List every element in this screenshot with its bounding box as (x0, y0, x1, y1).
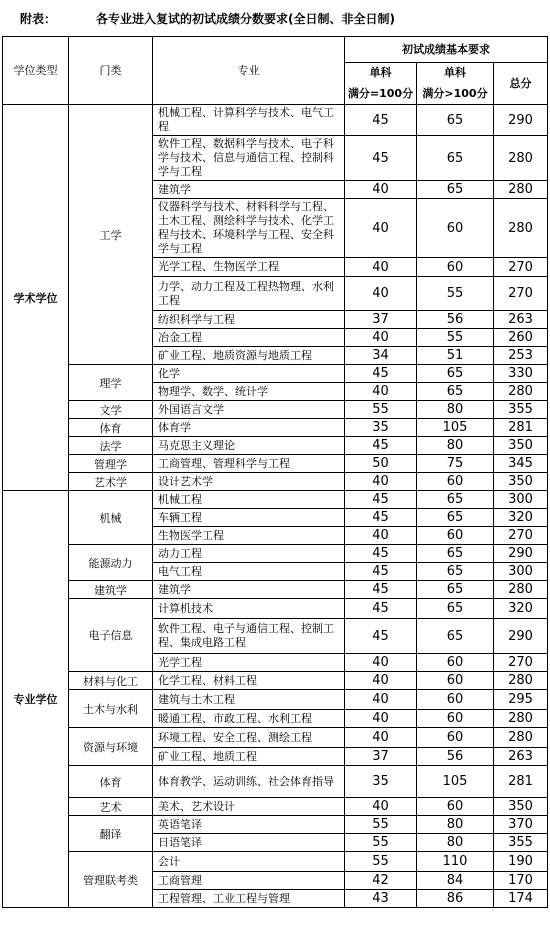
single-2-score: 65 (417, 599, 494, 619)
major-cell: 英语笔译 (153, 816, 345, 834)
single-1-score: 37 (345, 311, 417, 329)
total-score: 280 (494, 181, 548, 199)
single-1-score: 45 (345, 619, 417, 654)
table-row (3, 491, 548, 509)
total-score: 290 (494, 619, 548, 654)
table-row (3, 365, 548, 383)
single-1-score: 40 (345, 798, 417, 816)
single-1-score: 40 (345, 672, 417, 690)
single-2-score: 60 (417, 672, 494, 690)
total-score: 355 (494, 401, 548, 419)
single-1-score: 37 (345, 748, 417, 766)
header-single-2: 单科 (417, 63, 494, 83)
table-row (3, 816, 548, 834)
single-2-score: 60 (417, 473, 494, 491)
major-cell: 设计艺术学 (153, 473, 345, 491)
major-cell: 光学工程 (153, 654, 345, 672)
category-cell: 机械 (69, 491, 153, 545)
category-cell: 管理学 (69, 455, 153, 473)
total-score: 280 (494, 581, 548, 599)
degree-type-cell: 学术学位 (3, 105, 69, 491)
single-1-score: 35 (345, 419, 417, 437)
single-2-score: 60 (417, 690, 494, 710)
single-2-score: 80 (417, 834, 494, 852)
title-bar (0, 0, 550, 34)
total-score: 355 (494, 834, 548, 852)
major-cell: 冶金工程 (153, 329, 345, 347)
total-score: 370 (494, 816, 548, 834)
single-2-score: 60 (417, 527, 494, 545)
major-cell: 软件工程、数据科学与技术、电子科学与技术、信息与通信工程、控制科学与工程 (153, 136, 345, 181)
major-cell: 机械工程、计算科学与技术、电气工程 (153, 105, 345, 136)
major-cell: 体育学 (153, 419, 345, 437)
single-2-score: 55 (417, 277, 494, 311)
single-1-score: 45 (345, 581, 417, 599)
major-cell: 光学工程、生物医学工程 (153, 258, 345, 277)
total-score: 280 (494, 728, 548, 748)
major-cell: 化学 (153, 365, 345, 383)
single-1-score: 45 (345, 509, 417, 527)
single-2-score: 65 (417, 181, 494, 199)
total-score: 270 (494, 258, 548, 277)
total-score: 270 (494, 654, 548, 672)
category-cell: 理学 (69, 365, 153, 401)
single-1-score: 45 (345, 563, 417, 581)
header-degree-type: 学位类型 (3, 37, 69, 105)
major-cell: 建筑与土木工程 (153, 690, 345, 710)
total-score: 280 (494, 710, 548, 728)
single-1-score: 43 (345, 890, 417, 908)
single-2-score: 86 (417, 890, 494, 908)
category-cell: 电子信息 (69, 599, 153, 672)
single-2-score: 84 (417, 872, 494, 890)
single-1-score: 45 (345, 545, 417, 563)
single-2-score: 65 (417, 509, 494, 527)
single-1-score: 40 (345, 181, 417, 199)
single-1-score: 40 (345, 527, 417, 545)
single-1-score: 45 (345, 105, 417, 136)
category-cell: 资源与环境 (69, 728, 153, 766)
table-row (3, 852, 548, 872)
single-2-score: 65 (417, 491, 494, 509)
page-title: 各专业进入复试的初试成绩分数要求(全日制、非全日制) (96, 12, 395, 26)
total-score: 320 (494, 509, 548, 527)
major-cell: 动力工程 (153, 545, 345, 563)
single-1-score: 45 (345, 491, 417, 509)
single-2-score: 80 (417, 401, 494, 419)
single-2-score: 65 (417, 136, 494, 181)
single-1-score: 35 (345, 766, 417, 798)
table-row (3, 105, 548, 136)
total-score: 253 (494, 347, 548, 365)
single-2-score: 75 (417, 455, 494, 473)
total-score: 300 (494, 563, 548, 581)
major-cell: 化学工程、材料工程 (153, 672, 345, 690)
table-row (3, 728, 548, 748)
single-2-score: 65 (417, 545, 494, 563)
single-1-score: 34 (345, 347, 417, 365)
title-prefix: 附表： (20, 12, 57, 26)
total-score: 263 (494, 748, 548, 766)
single-1-score: 40 (345, 654, 417, 672)
single-1-score: 45 (345, 437, 417, 455)
major-cell: 车辆工程 (153, 509, 345, 527)
major-cell: 建筑学 (153, 581, 345, 599)
single-2-score: 65 (417, 383, 494, 401)
header-single-1-note: 满分=100分 (345, 83, 417, 105)
single-1-score: 40 (345, 383, 417, 401)
single-1-score: 55 (345, 852, 417, 872)
single-1-score: 40 (345, 329, 417, 347)
single-1-score: 45 (345, 136, 417, 181)
major-cell: 工商管理 (153, 872, 345, 890)
total-score: 350 (494, 473, 548, 491)
single-2-score: 60 (417, 199, 494, 258)
major-cell: 工程管理、工业工程与管理 (153, 890, 345, 908)
category-cell: 建筑学 (69, 581, 153, 599)
single-2-score: 80 (417, 437, 494, 455)
total-score: 281 (494, 419, 548, 437)
category-cell: 材料与化工 (69, 672, 153, 690)
single-2-score: 60 (417, 710, 494, 728)
category-cell: 法学 (69, 437, 153, 455)
major-cell: 会计 (153, 852, 345, 872)
total-score: 270 (494, 527, 548, 545)
single-1-score: 40 (345, 473, 417, 491)
table-row (3, 473, 548, 491)
single-1-score: 55 (345, 401, 417, 419)
major-cell: 日语笔译 (153, 834, 345, 852)
category-cell: 艺术学 (69, 473, 153, 491)
major-cell: 环境工程、安全工程、测绘工程 (153, 728, 345, 748)
table-row (3, 437, 548, 455)
table-body (3, 105, 548, 908)
major-cell: 美术、艺术设计 (153, 798, 345, 816)
table-row (3, 672, 548, 690)
degree-type-cell: 专业学位 (3, 491, 69, 908)
single-2-score: 105 (417, 419, 494, 437)
table-row (3, 599, 548, 619)
table-row (3, 690, 548, 710)
header-category: 门类 (69, 37, 153, 105)
score-requirements-table (2, 36, 548, 908)
single-2-score: 65 (417, 105, 494, 136)
major-cell: 矿业工程、地质资源与地质工程 (153, 347, 345, 365)
single-2-score: 80 (417, 816, 494, 834)
category-cell: 管理联考类 (69, 852, 153, 908)
major-cell: 暖通工程、市政工程、水利工程 (153, 710, 345, 728)
category-cell: 土木与水利 (69, 690, 153, 728)
single-1-score: 45 (345, 365, 417, 383)
total-score: 295 (494, 690, 548, 710)
major-cell: 矿业工程、地质工程 (153, 748, 345, 766)
single-2-score: 60 (417, 728, 494, 748)
single-2-score: 60 (417, 654, 494, 672)
single-1-score: 40 (345, 258, 417, 277)
single-1-score: 40 (345, 728, 417, 748)
category-cell: 工学 (69, 105, 153, 365)
major-cell: 力学、动力工程及工程热物理、水利工程 (153, 277, 345, 311)
total-score: 270 (494, 277, 548, 311)
total-score: 174 (494, 890, 548, 908)
single-2-score: 110 (417, 852, 494, 872)
single-1-score: 55 (345, 834, 417, 852)
single-1-score: 55 (345, 816, 417, 834)
major-cell: 计算机技术 (153, 599, 345, 619)
single-2-score: 51 (417, 347, 494, 365)
total-score: 260 (494, 329, 548, 347)
table-row (3, 401, 548, 419)
single-1-score: 50 (345, 455, 417, 473)
category-cell: 体育 (69, 766, 153, 798)
single-2-score: 65 (417, 619, 494, 654)
major-cell: 建筑学 (153, 181, 345, 199)
single-2-score: 55 (417, 329, 494, 347)
header-single-2-note: 满分>100分 (417, 83, 494, 105)
category-cell: 能源动力 (69, 545, 153, 581)
total-score: 290 (494, 105, 548, 136)
category-cell: 文学 (69, 401, 153, 419)
major-cell: 生物医学工程 (153, 527, 345, 545)
table-row (3, 766, 548, 798)
total-score: 300 (494, 491, 548, 509)
header-total: 总分 (494, 63, 548, 105)
single-1-score: 45 (345, 599, 417, 619)
single-1-score: 40 (345, 690, 417, 710)
major-cell: 机械工程 (153, 491, 345, 509)
total-score: 280 (494, 672, 548, 690)
total-score: 281 (494, 766, 548, 798)
major-cell: 软件工程、电子与通信工程、控制工程、集成电路工程 (153, 619, 345, 654)
single-2-score: 65 (417, 365, 494, 383)
single-1-score: 42 (345, 872, 417, 890)
major-cell: 马克思主义理论 (153, 437, 345, 455)
single-2-score: 105 (417, 766, 494, 798)
total-score: 320 (494, 599, 548, 619)
table-row (3, 455, 548, 473)
total-score: 170 (494, 872, 548, 890)
single-1-score: 40 (345, 277, 417, 311)
total-score: 290 (494, 545, 548, 563)
total-score: 263 (494, 311, 548, 329)
header-single-1: 单科 (345, 63, 417, 83)
table-row (3, 419, 548, 437)
major-cell: 仪器科学与技术、材料科学与工程、土木工程、测绘科学与技术、化学工程与技术、环境科学与工程、安全科学与工程 (153, 199, 345, 258)
single-2-score: 65 (417, 563, 494, 581)
table-row (3, 545, 548, 563)
total-score: 280 (494, 383, 548, 401)
single-1-score: 40 (345, 710, 417, 728)
single-2-score: 60 (417, 798, 494, 816)
single-2-score: 56 (417, 311, 494, 329)
major-cell: 物理学、数学、统计学 (153, 383, 345, 401)
header-basic-requirement: 初试成绩基本要求 (345, 37, 548, 63)
category-cell: 翻译 (69, 816, 153, 852)
category-cell: 艺术 (69, 798, 153, 816)
total-score: 280 (494, 199, 548, 258)
total-score: 345 (494, 455, 548, 473)
single-2-score: 65 (417, 581, 494, 599)
major-cell: 电气工程 (153, 563, 345, 581)
total-score: 330 (494, 365, 548, 383)
total-score: 280 (494, 136, 548, 181)
total-score: 190 (494, 852, 548, 872)
major-cell: 体育教学、运动训练、社会体育指导 (153, 766, 345, 798)
total-score: 350 (494, 798, 548, 816)
single-1-score: 40 (345, 199, 417, 258)
single-2-score: 56 (417, 748, 494, 766)
total-score: 350 (494, 437, 548, 455)
table-row (3, 581, 548, 599)
header-major: 专业 (153, 37, 345, 105)
major-cell: 纺织科学与工程 (153, 311, 345, 329)
major-cell: 工商管理、管理科学与工程 (153, 455, 345, 473)
single-2-score: 60 (417, 258, 494, 277)
table-row (3, 798, 548, 816)
category-cell: 体育 (69, 419, 153, 437)
major-cell: 外国语言文学 (153, 401, 345, 419)
